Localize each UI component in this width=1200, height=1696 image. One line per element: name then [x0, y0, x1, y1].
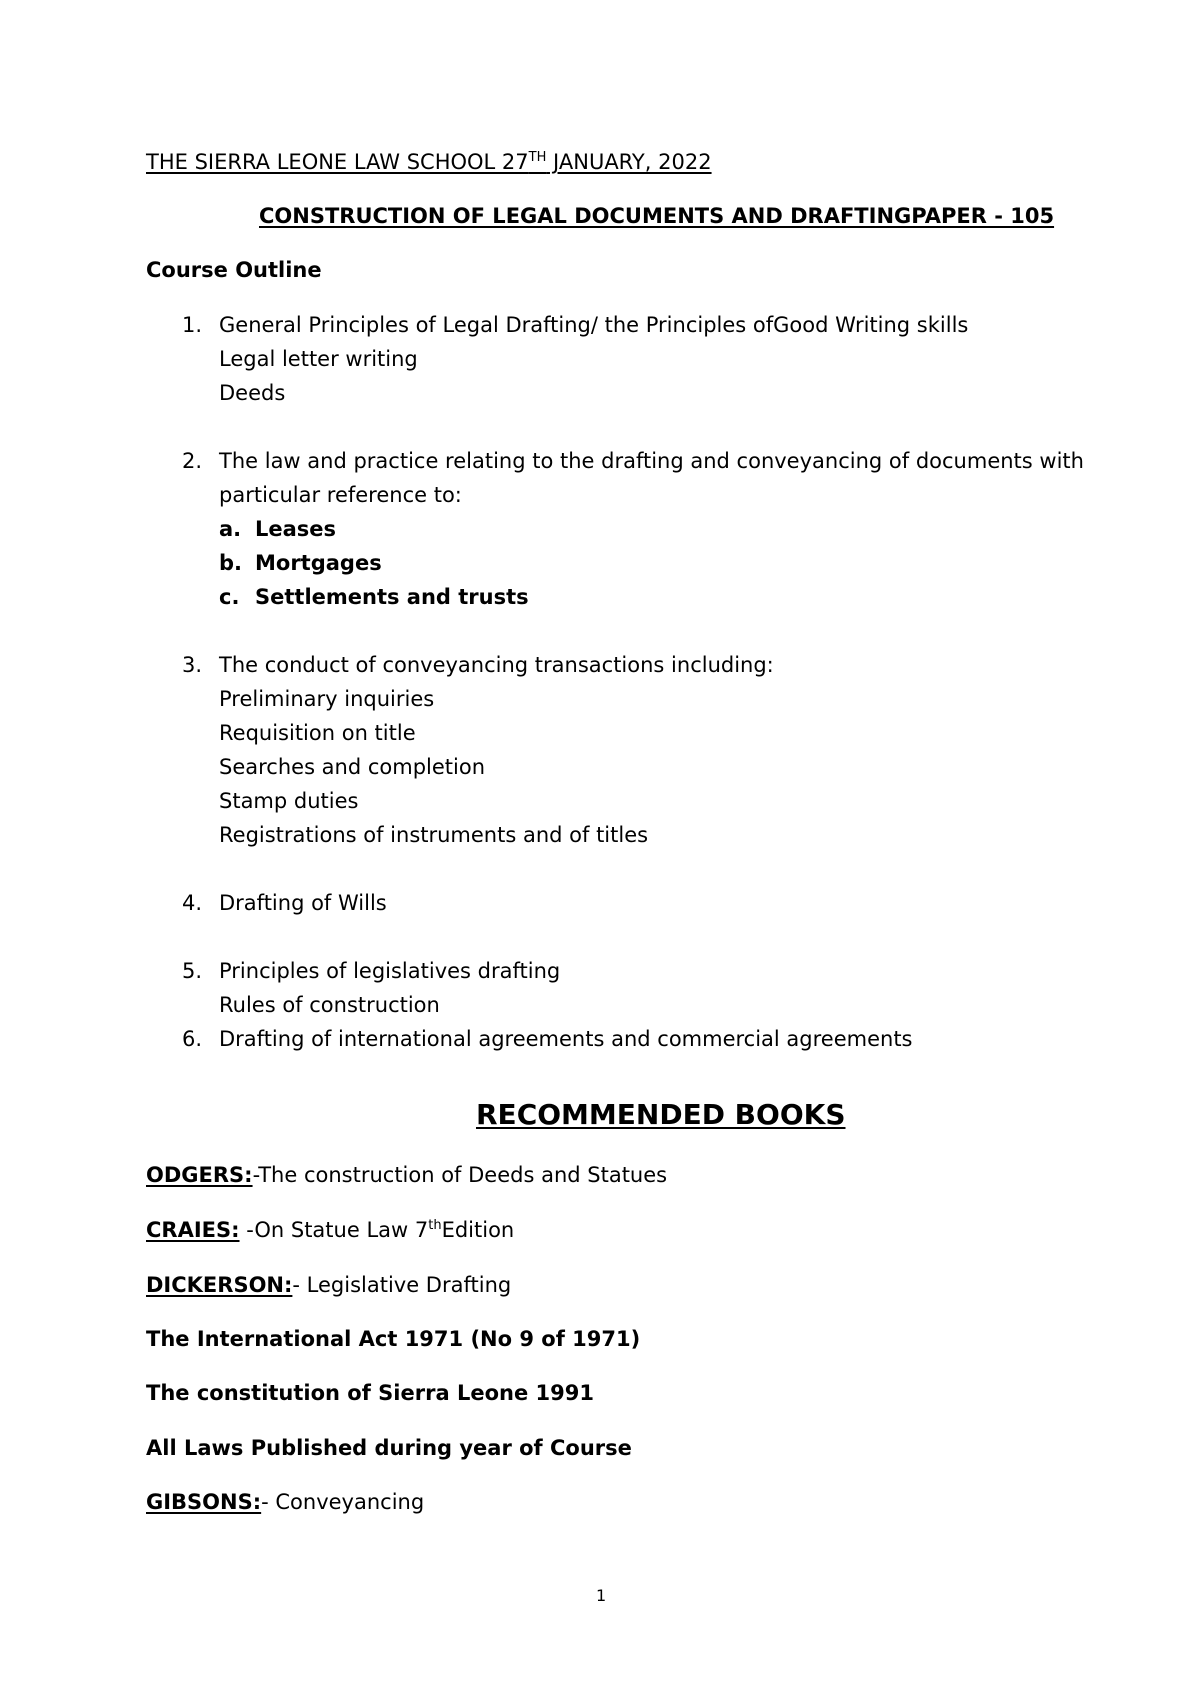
book-author-label: DICKERSON:	[146, 1273, 293, 1297]
sub-item-text: Mortgages	[255, 551, 382, 575]
book-odgers: ODGERS:-The construction of Deeds and Statues	[146, 1163, 668, 1187]
course-title-heading: CONSTRUCTION OF LEGAL DOCUMENTS AND DRAFTINGPAPER - 105	[259, 204, 1055, 228]
item-line: Rules of construction	[219, 993, 440, 1017]
sub-item-text: Settlements and trusts	[255, 585, 529, 609]
item-number: 1.	[182, 313, 203, 337]
item-line: Registrations of instruments and of titles	[219, 823, 649, 847]
book-constitution: The constitution of Sierra Leone 1991	[146, 1381, 594, 1405]
item-number: 6.	[182, 1027, 203, 1051]
sub-item-letter: c.	[219, 585, 240, 609]
item-number: 2.	[182, 449, 203, 473]
book-international-act: The International Act 1971 (No 9 of 1971)	[146, 1327, 641, 1351]
item-number: 5.	[182, 959, 203, 983]
book-gibsons: GIBSONS:- Conveyancing	[146, 1490, 425, 1514]
item-line: The conduct of conveyancing transactions including:	[219, 653, 774, 677]
book-author-label: GIBSONS:	[146, 1490, 262, 1514]
item-number: 3.	[182, 653, 203, 677]
item-line: Drafting of international agreements and commercial agreements	[219, 1027, 913, 1051]
item-number: 4.	[182, 891, 203, 915]
item-line: General Principles of Legal Drafting/ the Principles ofGood Writing skills	[219, 313, 969, 337]
book-author-label: ODGERS:	[146, 1163, 253, 1187]
page-number: 1	[596, 1586, 607, 1605]
book-author-label: CRAIES:	[146, 1218, 240, 1242]
recommended-books-heading: RECOMMENDED BOOKS	[476, 1098, 846, 1131]
document-date-heading: THE SIERRA LEONE LAW SCHOOL 27TH JANUARY, 2022	[146, 150, 712, 174]
item-line: The law and practice relating to the drafting and conveyancing of documents with	[219, 449, 1084, 473]
item-line: Principles of legislatives drafting	[219, 959, 561, 983]
item-line: Searches and completion	[219, 755, 486, 779]
sub-item-letter: b.	[219, 551, 243, 575]
item-line: Requisition on title	[219, 721, 416, 745]
item-line: Deeds	[219, 381, 286, 405]
item-line: particular reference to:	[219, 483, 462, 507]
item-line: Legal letter writing	[219, 347, 418, 371]
item-line: Preliminary inquiries	[219, 687, 435, 711]
item-line: Stamp duties	[219, 789, 359, 813]
sub-item-text: Leases	[255, 517, 337, 541]
book-dickerson: DICKERSON:- Legislative Drafting	[146, 1273, 512, 1297]
course-outline-title: Course Outline	[146, 258, 322, 282]
book-all-laws: All Laws Published during year of Course	[146, 1436, 632, 1460]
item-line: Drafting of Wills	[219, 891, 387, 915]
sub-item-letter: a.	[219, 517, 242, 541]
book-craies: CRAIES: -On Statue Law 7thEdition	[146, 1218, 515, 1242]
